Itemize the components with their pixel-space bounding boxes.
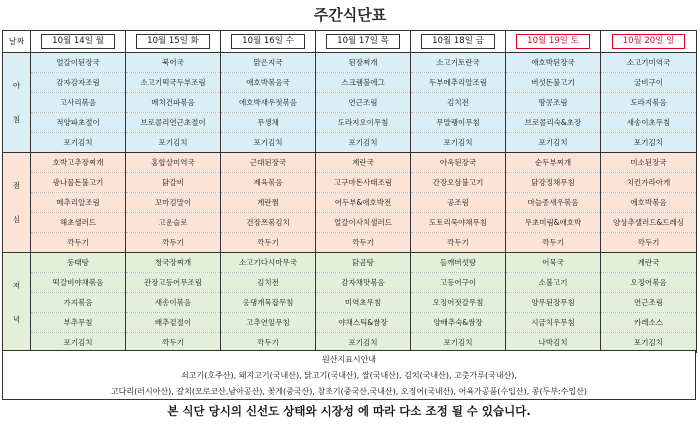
menu-item: 소고기미역국 bbox=[601, 53, 697, 73]
menu-item: 들깨버섯탕 bbox=[411, 253, 506, 273]
menu-item: 김치전 bbox=[411, 93, 506, 113]
weekly-menu-table bbox=[2, 30, 697, 353]
dinner-row bbox=[3, 313, 697, 333]
menu-item: 애호박된장국 bbox=[506, 53, 601, 73]
menu-item: 굴비구이 bbox=[601, 73, 697, 93]
menu-item: 아욱된장국 bbox=[411, 153, 506, 173]
menu-item: 김치전 bbox=[221, 273, 316, 293]
menu-item: 새송이초무침 bbox=[601, 113, 697, 133]
day-header bbox=[411, 31, 506, 53]
menu-item: 동태탕 bbox=[31, 253, 126, 273]
day-label: 10월 19일 토 bbox=[516, 34, 590, 49]
date-header-row bbox=[3, 31, 697, 53]
origin-line: 고다리(러시아산), 갈치(모로코산,남아공산), 꽃게(중국산), 참조기(중국산,국내산), 오징어(국내산), 어육가공품(수입산), 콩(두부:수입산) bbox=[110, 387, 588, 396]
origin-notice-box bbox=[2, 350, 696, 400]
menu-item: 북어국 bbox=[126, 53, 221, 73]
menu-item: 소불고기 bbox=[506, 273, 601, 293]
menu-item: 닭곰탕 bbox=[316, 253, 411, 273]
breakfast-row bbox=[3, 73, 697, 93]
menu-item: 적양파초절이 bbox=[31, 113, 126, 133]
breakfast-row bbox=[3, 113, 697, 133]
menu-item: 포기김치 bbox=[601, 133, 697, 153]
day-header bbox=[221, 31, 316, 53]
menu-item: 깍두기 bbox=[126, 333, 221, 353]
menu-item: 도라지오이무침 bbox=[316, 113, 411, 133]
menu-item: 간장오삼불고기 bbox=[411, 173, 506, 193]
menu-item: 스크램블에그 bbox=[316, 73, 411, 93]
menu-item: 깍두기 bbox=[411, 233, 506, 253]
meal-label-char: 아 bbox=[12, 80, 21, 90]
menu-item: 호박고추장찌개 bbox=[31, 153, 126, 173]
menu-item: 양무된장무침 bbox=[506, 293, 601, 313]
menu-item: 양배추숙&쌈장 bbox=[411, 313, 506, 333]
menu-item: 순두부찌개 bbox=[506, 153, 601, 173]
menu-item: 무초미림&애호박 bbox=[506, 213, 601, 233]
lunch-row bbox=[3, 193, 697, 213]
menu-item: 포기김치 bbox=[506, 133, 601, 153]
menu-item: 부추무침 bbox=[31, 313, 126, 333]
meal-label-char: 심 bbox=[12, 214, 21, 224]
menu-item: 포기김치 bbox=[31, 133, 126, 153]
menu-item: 청국장찌개 bbox=[126, 253, 221, 273]
page-title: 주간식단표 bbox=[313, 6, 387, 24]
menu-item: 고구마돈사태조림 bbox=[316, 173, 411, 193]
menu-item: 고사리볶음 bbox=[31, 93, 126, 113]
menu-item: 제육볶음 bbox=[221, 173, 316, 193]
menu-item: 깍두기 bbox=[316, 233, 411, 253]
meal-label-char: 침 bbox=[12, 114, 21, 124]
menu-item: 배추겉절이 bbox=[126, 313, 221, 333]
menu-item: 계란국 bbox=[316, 153, 411, 173]
day-header bbox=[601, 31, 697, 53]
menu-item: 포기김치 bbox=[316, 333, 411, 353]
adjustment-notice: 본 식단 당시의 신선도 상태와 시장성 에 따라 다소 조정 될 수 있습니다. bbox=[167, 404, 531, 418]
menu-item: 도라지볶음 bbox=[601, 93, 697, 113]
menu-item: 깍두기 bbox=[601, 233, 697, 253]
menu-item: 무말랭이무침 bbox=[411, 113, 506, 133]
date-corner-label: 날짜 bbox=[3, 31, 31, 53]
menu-item: 미소된장국 bbox=[601, 153, 697, 173]
day-label: 10월 18일 금 bbox=[421, 34, 495, 49]
menu-item: 브로콜리숙&초장 bbox=[506, 113, 601, 133]
dinner-row bbox=[3, 293, 697, 313]
menu-item: 미역초무침 bbox=[316, 293, 411, 313]
menu-item: 고운슬로 bbox=[126, 213, 221, 233]
menu-item: 소고기다시마무국 bbox=[221, 253, 316, 273]
menu-item: 맑은지국 bbox=[221, 53, 316, 73]
menu-item: 깍두기 bbox=[31, 233, 126, 253]
day-label: 10월 14일 월 bbox=[41, 34, 115, 49]
day-header bbox=[126, 31, 221, 53]
day-header bbox=[506, 31, 601, 53]
origin-title: 원산지표시안내 bbox=[321, 355, 377, 364]
menu-item: 깍두기 bbox=[221, 233, 316, 253]
menu-item: 근대된장국 bbox=[221, 153, 316, 173]
menu-item: 연근조림 bbox=[601, 293, 697, 313]
menu-item: 새송이볶음 bbox=[126, 293, 221, 313]
menu-item: 고등어구이 bbox=[411, 273, 506, 293]
day-header bbox=[316, 31, 411, 53]
lunch-row bbox=[3, 173, 697, 193]
menu-item: 광나물돈불고기 bbox=[31, 173, 126, 193]
breakfast-row bbox=[3, 53, 697, 73]
menu-item: 에호박볶음 bbox=[601, 193, 697, 213]
menu-item: 애호박볶음국 bbox=[221, 73, 316, 93]
menu-item: 마늘종새우볶음 bbox=[506, 193, 601, 213]
day-label: 10월 15일 화 bbox=[136, 34, 210, 49]
lunch-row bbox=[3, 233, 697, 253]
menu-item: 해초샐러드 bbox=[31, 213, 126, 233]
menu-item: 에호박새우젓볶음 bbox=[221, 93, 316, 113]
breakfast-row bbox=[3, 93, 697, 113]
lunch-row bbox=[3, 213, 697, 233]
origin-line: 쇠고기(호주산), 돼지고기(국내산), 닭고기(국내산), 쌀(국내산), 김치(국내산), 고춧가루(국내산), bbox=[181, 371, 517, 380]
menu-item: 계란찜 bbox=[221, 193, 316, 213]
menu-item: 얼갈이사치샐러드 bbox=[316, 213, 411, 233]
menu-item: 무생채 bbox=[221, 113, 316, 133]
menu-item: 어묵국 bbox=[506, 253, 601, 273]
menu-item: 두부메추리알조림 bbox=[411, 73, 506, 93]
menu-item: 카레소스 bbox=[601, 313, 697, 333]
lunch-row bbox=[3, 153, 697, 173]
menu-item: 도토리묵야채무침 bbox=[411, 213, 506, 233]
menu-item: 닭강정채무침 bbox=[506, 173, 601, 193]
day-label: 10월 20일 일 bbox=[612, 34, 686, 49]
menu-item: 꼬마김말이 bbox=[126, 193, 221, 213]
day-label: 10월 17일 목 bbox=[326, 34, 400, 49]
menu-item: 양상추샐러드&드레싱 bbox=[601, 213, 697, 233]
menu-item: 떡갈비야채볶음 bbox=[31, 273, 126, 293]
menu-item: 땅콩조림 bbox=[506, 93, 601, 113]
menu-item: 공조림 bbox=[411, 193, 506, 213]
menu-item: 계란국 bbox=[601, 253, 697, 273]
menu-item: 깍두기 bbox=[506, 233, 601, 253]
menu-item: 깍두기 bbox=[126, 233, 221, 253]
meal-label-char: 점 bbox=[12, 180, 21, 190]
menu-item: 포기김치 bbox=[601, 333, 697, 353]
menu-item: 메추리알조림 bbox=[31, 193, 126, 213]
menu-item: 어두부&애호박전 bbox=[316, 193, 411, 213]
dinner-row bbox=[3, 273, 697, 293]
lunch-label bbox=[3, 153, 31, 253]
menu-item: 포기김치 bbox=[221, 133, 316, 153]
menu-item: 포기김치 bbox=[411, 133, 506, 153]
day-header bbox=[31, 31, 126, 53]
dinner-row bbox=[3, 253, 697, 273]
menu-item: 건장쯔볶김치 bbox=[221, 213, 316, 233]
menu-item: 소고기떡국두부조림 bbox=[126, 73, 221, 93]
menu-item: 감자감자조림 bbox=[31, 73, 126, 93]
day-label: 10월 16일 수 bbox=[231, 34, 305, 49]
menu-item: 닭갈비 bbox=[126, 173, 221, 193]
menu-item: 포기김치 bbox=[31, 333, 126, 353]
menu-item: 포기김치 bbox=[126, 133, 221, 153]
menu-item: 옹댕개묵잡무침 bbox=[221, 293, 316, 313]
menu-item: 연근조림 bbox=[316, 93, 411, 113]
menu-item: 나박김치 bbox=[506, 333, 601, 353]
breakfast-label bbox=[3, 53, 31, 153]
menu-item: 고추연잎무침 bbox=[221, 313, 316, 333]
menu-item: 브로콜리연근초절이 bbox=[126, 113, 221, 133]
menu-item: 얼갈이된장국 bbox=[31, 53, 126, 73]
dinner-label bbox=[3, 253, 31, 353]
menu-item: 오징어볶음 bbox=[601, 273, 697, 293]
menu-item: 홍합살미역국 bbox=[126, 153, 221, 173]
menu-item: 깍두기 bbox=[221, 333, 316, 353]
menu-item: 관장고등어무조림 bbox=[126, 273, 221, 293]
menu-item: 시금치우무침 bbox=[506, 313, 601, 333]
menu-item: 버섯돈불고기 bbox=[506, 73, 601, 93]
menu-item: 가지볶음 bbox=[31, 293, 126, 313]
meal-label-char: 녁 bbox=[12, 314, 21, 324]
menu-item: 감자채맛볶음 bbox=[316, 273, 411, 293]
menu-item: 오징어젓갈무침 bbox=[411, 293, 506, 313]
meal-label-char: 저 bbox=[12, 280, 21, 290]
menu-item: 야채스틱&쌈장 bbox=[316, 313, 411, 333]
menu-item: 된장찌개 bbox=[316, 53, 411, 73]
menu-body bbox=[3, 53, 697, 353]
menu-item: 치킨가라아게 bbox=[601, 173, 697, 193]
breakfast-row bbox=[3, 133, 697, 153]
menu-item: 소고기토란국 bbox=[411, 53, 506, 73]
menu-item: 포기김치 bbox=[411, 333, 506, 353]
menu-item: 포기김치 bbox=[316, 133, 411, 153]
menu-item: 메치건파볶음 bbox=[126, 93, 221, 113]
